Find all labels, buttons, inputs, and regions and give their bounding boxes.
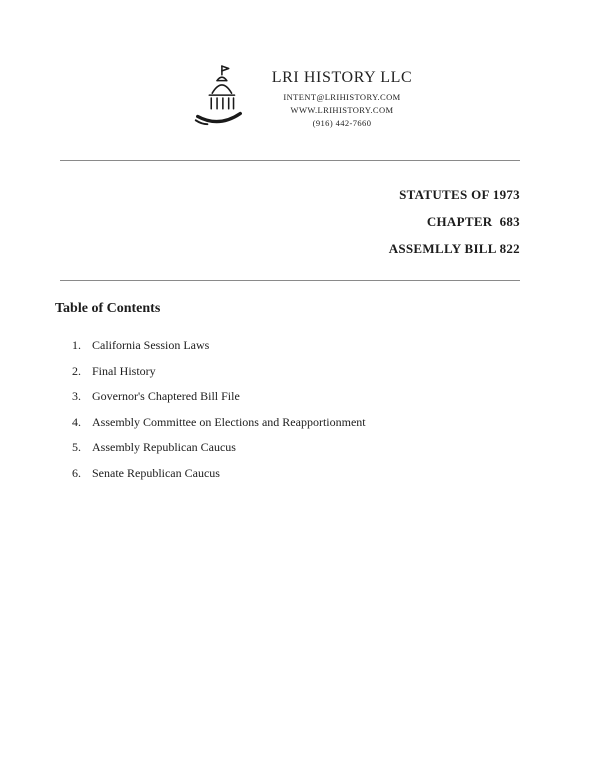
statutes-year-line: STATUTES OF 1973 bbox=[399, 187, 520, 202]
letterhead bbox=[0, 0, 600, 136]
toc-item: Final History bbox=[92, 363, 156, 378]
assembly-bill-line: ASSEMLLY BILL 822 bbox=[388, 241, 520, 256]
toc-item: Governor's Chaptered Bill File bbox=[92, 389, 240, 403]
company-name: LRI HISTORY LLC bbox=[271, 68, 413, 86]
toc-item: Senate Republican Caucus bbox=[92, 465, 220, 480]
toc-item: Assembly Republican Caucus bbox=[92, 440, 236, 454]
top-divider bbox=[60, 160, 520, 161]
email-text: INTENT@LRIHISTORY.COM bbox=[283, 91, 401, 102]
toc-title: Table of Contents bbox=[55, 301, 161, 316]
toc-item: California Session Laws bbox=[92, 338, 210, 352]
middle-divider bbox=[60, 280, 520, 281]
phone-text: (916) 442-7660 bbox=[312, 117, 372, 128]
contact-block bbox=[272, 69, 413, 130]
statutes-block bbox=[0, 181, 600, 262]
toc-list bbox=[0, 333, 600, 486]
chapter-line: CHAPTER 683 bbox=[426, 214, 520, 229]
website-text: WWW.LRIHISTORY.COM bbox=[290, 104, 394, 115]
capitol-dome-logo-icon bbox=[188, 62, 250, 136]
toc-item: Assembly Committee on Elections and Reapportionment bbox=[92, 414, 366, 429]
